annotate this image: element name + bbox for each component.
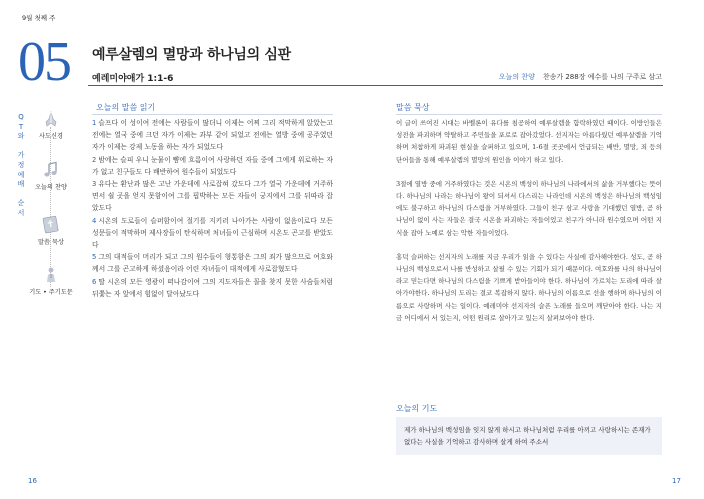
verse-text: 시온의 도로들이 슬퍼함이여 절기를 지키러 나아가는 사람이 없음이로다 모든 성문들이 적막하며 제사장들이 탄식하며 처녀들이 근심하며 시온도 곤고를 받았도다 xyxy=(92,216,333,250)
reading-heading: 오늘의 말씀 읽기 xyxy=(96,103,156,112)
verse-number: 6 xyxy=(92,277,97,286)
day-number: 05 xyxy=(18,31,70,93)
sidebar-step-meditation xyxy=(32,214,70,246)
week-label: 9월 첫째 주 xyxy=(22,14,56,22)
music-note-icon xyxy=(42,161,60,179)
sidebar-step-prayer xyxy=(29,266,73,296)
verse xyxy=(92,215,333,252)
verse-number: 5 xyxy=(92,253,97,262)
page-title: 예루살렘의 멸망과 하나님의 심판 xyxy=(92,47,291,63)
scripture-reference: 예레미야애가 1:1-6 xyxy=(92,74,174,84)
sidebar-dotline xyxy=(50,127,51,287)
header-rule xyxy=(88,85,663,86)
verse xyxy=(92,154,333,178)
prayer-text: 제가 하나님의 백성임을 잊지 않게 하시고 하나님처럼 우리를 아끼고 사랑하시는 존재가 없다는 사실을 기억하고 감사하며 살게 하여 주소서 xyxy=(404,426,651,446)
meditation-paragraph: 이 글이 쓰여진 시대는 바벨론이 유다를 침공하여 예루살렘을 함락하였던 때이다. 이방인들은 성전을 파괴하며 약탈하고 주민들을 포로로 잡아갔었다. 선지자는 아름다웠던 예루살렘을 기억하며 처참하게 파괴된 현실을 슬퍼하고 있으며, 1-6절 곳곳에서 언급되는 배반, 멸망, 죄 등의 단어들을 통해 예루살렘의 멸망의 원인을 이야기 하고 있다. xyxy=(396,119,662,164)
verse-number: 3 xyxy=(92,180,97,189)
bible-icon xyxy=(41,214,61,234)
sidebar-step-creed xyxy=(32,110,70,140)
verse xyxy=(92,276,333,300)
scripture-verses xyxy=(92,117,333,300)
verse-number: 4 xyxy=(92,216,97,225)
verse-number: 2 xyxy=(92,155,97,164)
meditation-paragraph: 3절에 열방 중에 거주하였다는 것은 시온의 백성이 하나님의 나라에서의 삶을 거부했다는 뜻이다. 하나님의 나라는 하나님이 왕이 되셔서 다스리는 나라인데 시온의 백성은 하나님의 백성임에도 불구하고 하나님의 다스림을 거부하였다. 그들이 친구 삼고 사랑을 기대했던 열방, 곧 하나님이 없이 사는 자들은 결국 시온을 파괴하는 자들이었고 친구가 아니라 원수였으며 어떤 지식을 잡아 노예로 삼는 악한 자들이었다. xyxy=(396,179,662,237)
hymn-text: 찬송가 288장 예수를 나의 구주로 삼고 xyxy=(542,73,662,81)
praying-hands-icon xyxy=(42,110,60,128)
verse-number: 1 xyxy=(92,119,97,127)
step-label: 말씀 묵상 xyxy=(38,239,64,246)
meditation-paragraph: 홍덕 슬퍼하는 선지자의 노래를 지금 우리가 읽을 수 있다는 사실에 감사해야한다. 성도, 곧 하나님의 백성으로서 나를 반성하고 살필 수 있는 기회가 되기 때문이다. 여호와를 나의 하나님이라고 믿는다면 하나님의 다스림을 기쁘게 받아들이야 한다. 하나님이 가르치는 도리에 따라 살아가야한다. 하나님의 도리는 결코 복잡하지 않다. 하나님의 이름으로 선을 행하며 하나님의 이름으로 사랑하며 사는 일이다. 예레미야 선지자의 슬픈 노래를 들으며 깨닫아야 한다. 나는 지금 어디에서 서 있는지, 어떤 원리로 살아가고 있는지 살펴보아야 한다. xyxy=(396,252,662,322)
verse xyxy=(92,117,333,154)
prayer-heading: 오늘의 기도 xyxy=(396,404,438,413)
step-label: 사도신경 xyxy=(39,133,63,140)
page-number-right: 17 xyxy=(672,477,681,485)
verse-text: 유다는 환난과 많은 고난 가운데에 사로잡혀 갔도다 그가 열국 가운데에 거주하면서 쉴 곳을 얻지 못함이여 그를 핍박하는 모든 자들이 궁지에서 그를 뒤따라 잡았도다 xyxy=(92,180,333,213)
prayer-box xyxy=(396,417,662,455)
verse-text: 밤에는 슬피 우니 눈물이 뺨에 흐름이여 사랑하던 자들 중에 그에게 위로하는 자가 없고 친구들도 다 배반하여 원수들이 되었도다 xyxy=(92,155,333,176)
page-number-left: 16 xyxy=(28,477,37,485)
step-label: 오늘의 찬양 xyxy=(35,184,67,191)
verse-text: 그의 대적들이 머리가 되고 그의 원수들이 형통함은 그의 죄가 많으므로 여호와께서 그를 곤고하게 하셨음이라 어린 자녀들이 대적에게 사로잡혔도다 xyxy=(92,253,333,274)
meditation-heading: 말씀 묵상 xyxy=(396,103,430,112)
meditation-body xyxy=(396,117,662,336)
praying-person-icon xyxy=(42,266,60,284)
verse xyxy=(92,251,333,275)
hymn-label: 오늘의 찬양 xyxy=(498,73,535,81)
reading-heading-rule xyxy=(92,114,333,115)
meditation-heading-rule xyxy=(396,114,662,115)
sidebar-step-hymn xyxy=(32,161,70,191)
verse-text: 슬프다 이 성이여 전에는 사람들이 많더니 이제는 어찌 그리 적막하게 앉았는고 전에는 열국 중에 크던 자가 이제는 과부 같이 되었고 전에는 열방 중에 공주였던 자가 이제는 강제 노동을 하는 자가 되었도다 xyxy=(92,119,333,152)
verse-text: 딸 시온의 모든 영광이 떠나감이여 그의 지도자들은 꼴을 찾지 못한 사슴들처럼 뒤쫓는 자 앞에서 힘없이 달아났도다 xyxy=(92,277,333,298)
sidebar-vertical-text: Q T 와 가 정 예 배 순 서 xyxy=(17,113,25,217)
hymn-info xyxy=(499,72,662,82)
verse xyxy=(92,178,333,215)
step-label: 기도 • 주기도문 xyxy=(29,289,73,296)
